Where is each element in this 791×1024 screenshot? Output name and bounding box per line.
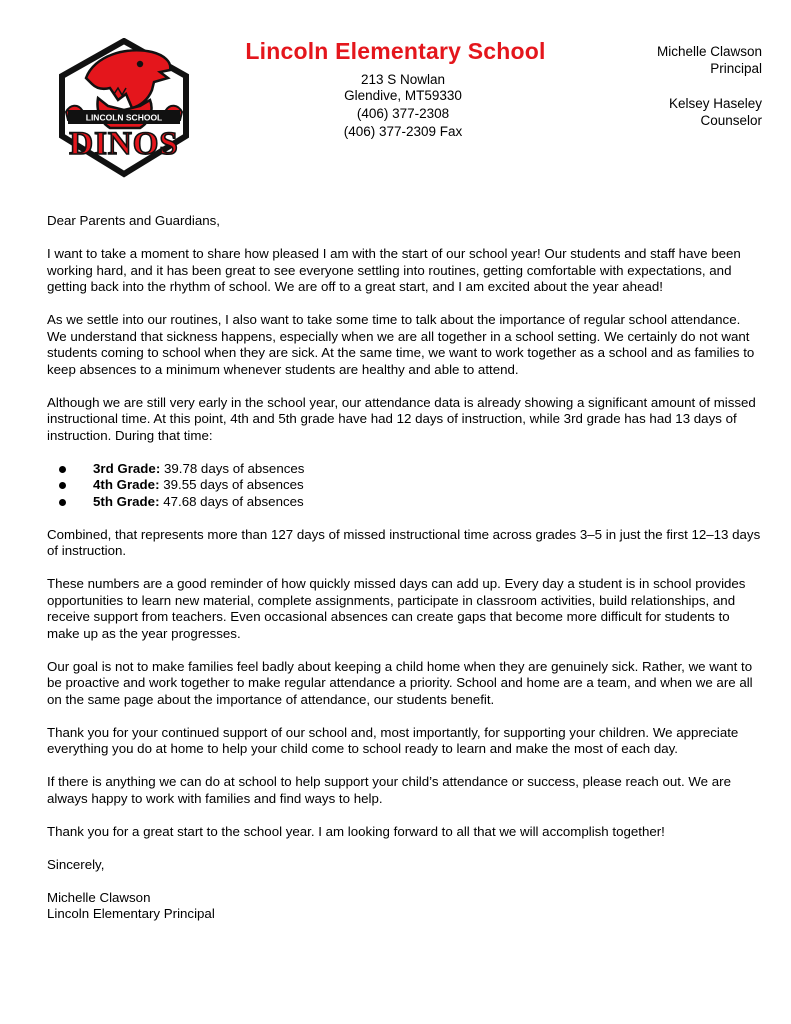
grade-label: 4th Grade: bbox=[93, 477, 160, 492]
absence-value: 39.78 days of absences bbox=[163, 460, 305, 476]
address-city: Glendive, MT59330 bbox=[344, 88, 462, 103]
address-phone: (406) 377-2308 bbox=[356, 106, 450, 121]
signature-title: Lincoln Elementary Principal bbox=[47, 906, 215, 921]
staff-counselor-role: Counselor bbox=[700, 113, 762, 128]
address-fax: (406) 377-2309 Fax bbox=[343, 124, 463, 139]
paragraph: These numbers are a good reminder of how quickly missed days can add up. Every day a student is in school provides opportunities to learn new material, complete assignments, participate in classroom activities, build relationships, and receive support from teachers. Even occasional absences can create gaps that become more difficult for students to make up as the year progresses. bbox=[47, 576, 746, 641]
grade-label: 5th Grade: bbox=[93, 493, 160, 509]
staff-principal-name: Michelle Clawson bbox=[656, 44, 762, 59]
absence-value: 47.68 days of absences bbox=[163, 493, 304, 509]
logo-top-text: LINCOLN SCHOOL bbox=[85, 112, 163, 123]
signature-name: Michelle Clawson bbox=[47, 889, 151, 905]
closing: Sincerely, bbox=[47, 856, 105, 872]
paragraph: Thank you for your continued support of our school and, most importantly, for supporting your children. We appreciate everything you do at home to help your child come to school ready to learn and make the most of each day. bbox=[47, 724, 739, 756]
staff-block bbox=[657, 43, 762, 129]
paragraph: As we settle into our routines, I also want to take some time to talk about the importance of regular school attendance. We understand that sickness happens, especially when we are all together in a school setting. We certainly do not want students coming to school when they are sick. At the same time, we want to work together as a school and as families to keep absences to a minimum whenever students are healthy and able to attend. bbox=[47, 312, 755, 377]
paragraph: Thank you for a great start to the school year. I am looking forward to all that we will accomplish together! bbox=[47, 823, 665, 839]
logo-main-text: DINOS bbox=[69, 126, 179, 162]
paragraph: Our goal is not to make families feel badly about keeping a child home when they are genuinely sick. Rather, we want to be proactive and work together to make regular attendance a priority. School and home are a team, and when we are all on the same page about the importance of attendance, our students benefit. bbox=[47, 658, 753, 707]
school-name: Lincoln Elementary School bbox=[245, 38, 546, 64]
letter-body bbox=[47, 213, 763, 923]
staff-counselor-name: Kelsey Haseley bbox=[668, 96, 762, 111]
list-item bbox=[47, 477, 763, 494]
grade-label: 3rd Grade: bbox=[93, 460, 161, 476]
paragraph: If there is anything we can do at school to help support your child’s attendance or success, please reach out. We are always happy to work with families and find ways to help. bbox=[47, 774, 731, 806]
absence-list bbox=[47, 461, 763, 511]
list-item bbox=[47, 494, 763, 511]
bullet-icon bbox=[59, 499, 66, 506]
absence-value: 39.55 days of absences bbox=[163, 477, 304, 492]
paragraph: I want to take a moment to share how pleased I am with the start of our school year! Our students and staff have been working hard, and it has been great to see everyone settling into routines, getting comfortable with expectations, and getting back into the rhythm of school. We are off to a great start, and I am excited about the year ahead! bbox=[47, 246, 741, 294]
bullet-icon bbox=[59, 466, 66, 473]
bullet-icon bbox=[59, 482, 66, 489]
address-street: 213 S Nowlan bbox=[360, 72, 446, 87]
salutation: Dear Parents and Guardians, bbox=[47, 213, 220, 228]
staff-principal-role: Principal bbox=[710, 61, 762, 76]
list-item bbox=[47, 461, 763, 478]
paragraph: Although we are still very early in the school year, our attendance data is already showing a significant amount of missed instructional time. At this point, 4th and 5th grade have had 12 days of instruction, while 3rd grade has had 13 days of instruction. During that time: bbox=[47, 394, 756, 443]
paragraph: Combined, that represents more than 127 days of missed instructional time across grades 3–5 in just the first 12–13 days of instruction. bbox=[47, 526, 761, 558]
